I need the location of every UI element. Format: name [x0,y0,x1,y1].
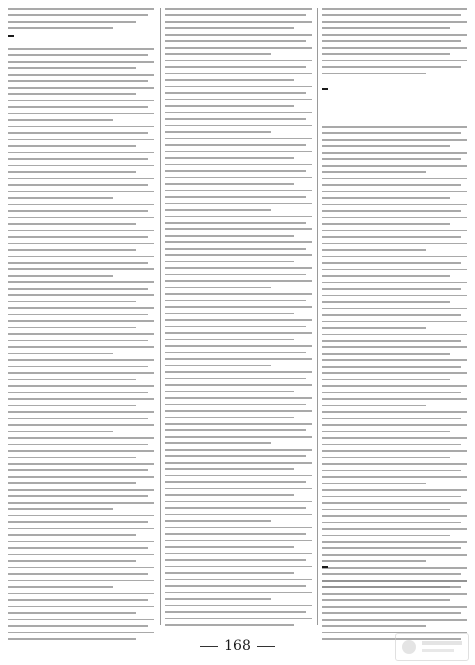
text-block [8,48,154,645]
footer-dash [200,646,218,647]
text-block [165,8,312,631]
watermark-logo [395,633,469,661]
column-middle [165,8,312,625]
section-marker [8,35,14,37]
column-left [8,8,154,625]
text-block [322,8,467,79]
column-divider [160,8,161,625]
column-right [322,8,467,625]
section-marker [322,88,328,90]
column-divider [317,8,318,625]
text-block [322,126,467,593]
page-number: 168 [224,638,251,654]
footer-dash [257,646,275,647]
text-block [8,8,154,34]
section-marker [322,566,328,568]
